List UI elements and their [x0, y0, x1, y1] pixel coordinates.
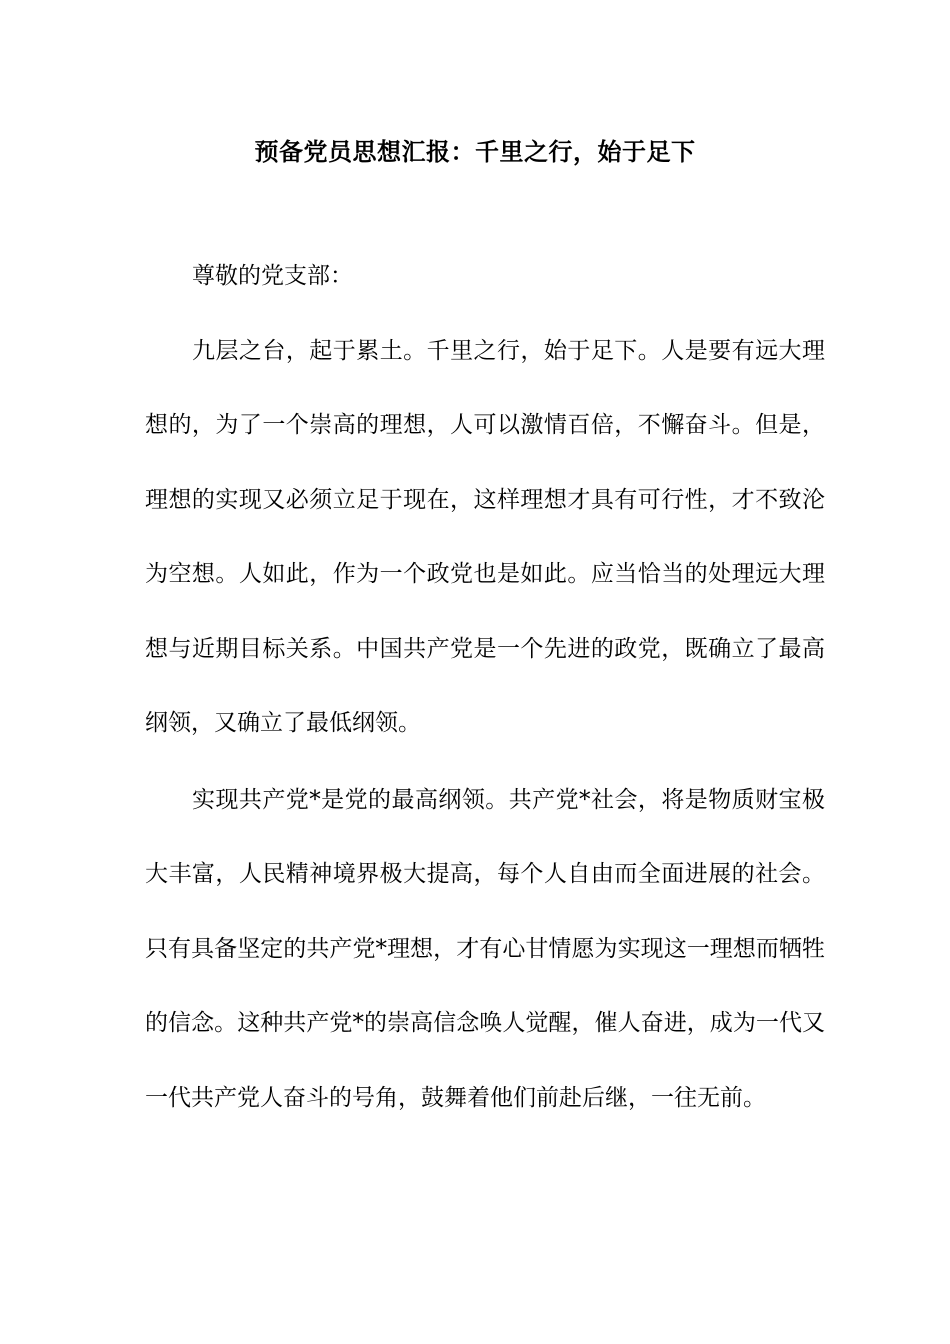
- body-paragraph-1: 九层之台，起于累土。千里之行，始于足下。人是要有远大理想的，为了一个崇高的理想，人可以激情百倍，不懈奋斗。但是，理想的实现又必须立足于现在，这样理想才具有可行性，才不致沦为空想。人如此，作为一个政党也是如此。应当恰当的处理远大理想与近期目标关系。中国共产党是一个先进的政党，既确立了最高纲领，又确立了最低纲领。: [145, 338, 825, 737]
- body-paragraph-2: 实现共产党*是党的最高纲领。共产党*社会，将是物质财宝极大丰富，人民精神境界极大提高，每个人自由而全面进展的社会。只有具备坚定的共产党*理想，才有心甘情愿为实现这一理想而牺牲的信念。这种共产党*的崇高信念唤人觉醒，催人奋进，成为一代又一代共产党人奋斗的号角，鼓舞着他们前赴后继，一往无前。: [145, 787, 825, 1111]
- document-title: 预备党员思想汇报：千里之行，始于足下: [254, 137, 696, 166]
- salutation: 尊敬的党支部：: [192, 263, 353, 289]
